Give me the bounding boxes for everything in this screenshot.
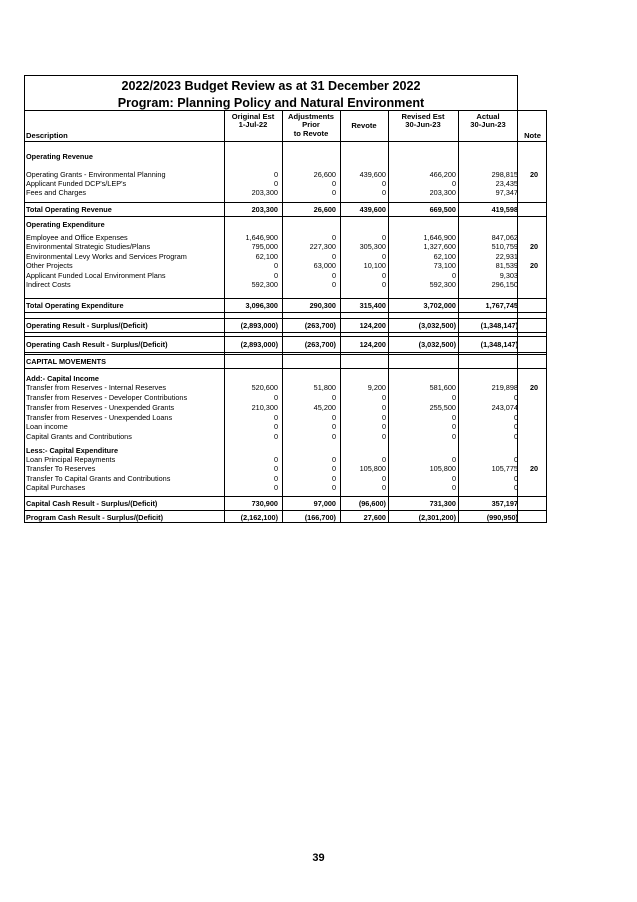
total-row: Operating Result - Surplus/(Deficit) (2,893,000) (263,700) 124,200 (3,032,500) (1,348,147) [26, 321, 518, 330]
section-heading: CAPITAL MOVEMENTS [26, 357, 106, 366]
row-line [24, 216, 547, 217]
header-adjustments: Adjustments Prior to Revote [288, 112, 334, 138]
total-row: Capital Cash Result - Surplus/(Deficit) 730,900 97,000 (96,600) 731,300 357,197 [26, 499, 518, 508]
page-title: 2022/2023 Budget Review as at 31 December 2022 [121, 79, 421, 93]
page-number: 39 [312, 852, 325, 864]
header-original-est: Original Est 1-Jul-22 [231, 112, 275, 130]
row-line [24, 510, 547, 511]
table-row: Transfer from Reserves - Unexpended Loans 0 0 0 0 0 [26, 413, 518, 422]
row-line [24, 332, 547, 333]
total-row: Program Cash Result - Surplus/(Deficit) (2,162,100) (166,700) 27,600 (2,301,200) (990,950) [26, 513, 518, 522]
header-actual: Actual 30-Jun-23 [470, 112, 506, 130]
total-row: Total Operating Expenditure 3,096,300 290,300 315,400 3,702,000 1,767,745 [26, 301, 518, 310]
table-row: Capital Purchases 0 0 0 0 0 [26, 483, 518, 492]
row-line [24, 336, 547, 337]
table-row: Environmental Levy Works and Services Program 62,100 0 0 62,100 22,931 [26, 252, 518, 261]
section-heading: Operating Revenue [26, 152, 93, 161]
row-line [24, 368, 547, 369]
table-row: Transfer from Reserves - Developer Contributions 0 0 0 0 0 [26, 393, 518, 402]
table-row: Applicant Funded Local Environment Plans 0 0 0 0 9,303 [26, 271, 518, 280]
table-row: Employee and Office Expenses 1,646,900 0 0 1,646,900 847,062 [26, 233, 518, 242]
section-heading: Operating Expenditure [26, 220, 105, 229]
row-line [24, 352, 547, 355]
row-line [24, 318, 547, 319]
table-row: Transfer To Reserves 0 0 105,800 105,800 105,775 20 [26, 464, 539, 473]
header-description: Description [26, 131, 68, 140]
table-row: Loan income 0 0 0 0 0 [26, 422, 518, 431]
row-line [24, 202, 547, 203]
row-line [24, 298, 547, 299]
table-row: Loan Principal Repayments 0 0 0 0 0 [26, 455, 518, 464]
row-line [24, 141, 547, 142]
title-divider [24, 110, 518, 111]
total-row: Operating Cash Result - Surplus/(Deficit) (2,893,000) (263,700) 124,200 (3,032,500) (1,348,147) [26, 340, 518, 349]
table-row: Other Projects 0 63,000 10,100 73,100 81,539 20 [26, 261, 539, 270]
table-row: Environmental Strategic Studies/Plans 795,000 227,300 305,300 1,327,600 510,759 20 [26, 242, 539, 251]
table-row: Applicant Funded DCP's/LEP's 0 0 0 0 23,435 [26, 179, 518, 188]
row-line [24, 312, 547, 313]
header-revote: Revote [351, 121, 377, 130]
table-row: Operating Grants - Environmental Planning 0 26,600 439,600 466,200 298,815 20 [26, 170, 539, 179]
section-heading: Add:- Capital Income [26, 374, 99, 383]
header-revised-est: Revised Est 30-Jun-23 [401, 112, 445, 130]
total-row: Total Operating Revenue 203,300 26,600 439,600 669,500 419,598 [26, 205, 518, 214]
header-note: Note [524, 131, 541, 140]
table-row: Fees and Charges 203,300 0 0 203,300 97,347 [26, 188, 518, 197]
row-line [24, 496, 547, 497]
table-row: Transfer To Capital Grants and Contributions 0 0 0 0 0 [26, 474, 518, 483]
table-row: Transfer from Reserves - Internal Reserves 520,600 51,800 9,200 581,600 219,898 20 [26, 383, 539, 392]
page-subtitle: Program: Planning Policy and Natural Environment [117, 96, 425, 110]
table-row: Indirect Costs 592,300 0 0 592,300 296,150 [26, 280, 518, 289]
section-heading: Less:- Capital Expenditure [26, 446, 119, 455]
table-row: Transfer from Reserves - Unexpended Grants 210,300 45,200 0 255,500 243,074 [26, 403, 518, 412]
table-row: Capital Grants and Contributions 0 0 0 0 0 [26, 432, 518, 441]
